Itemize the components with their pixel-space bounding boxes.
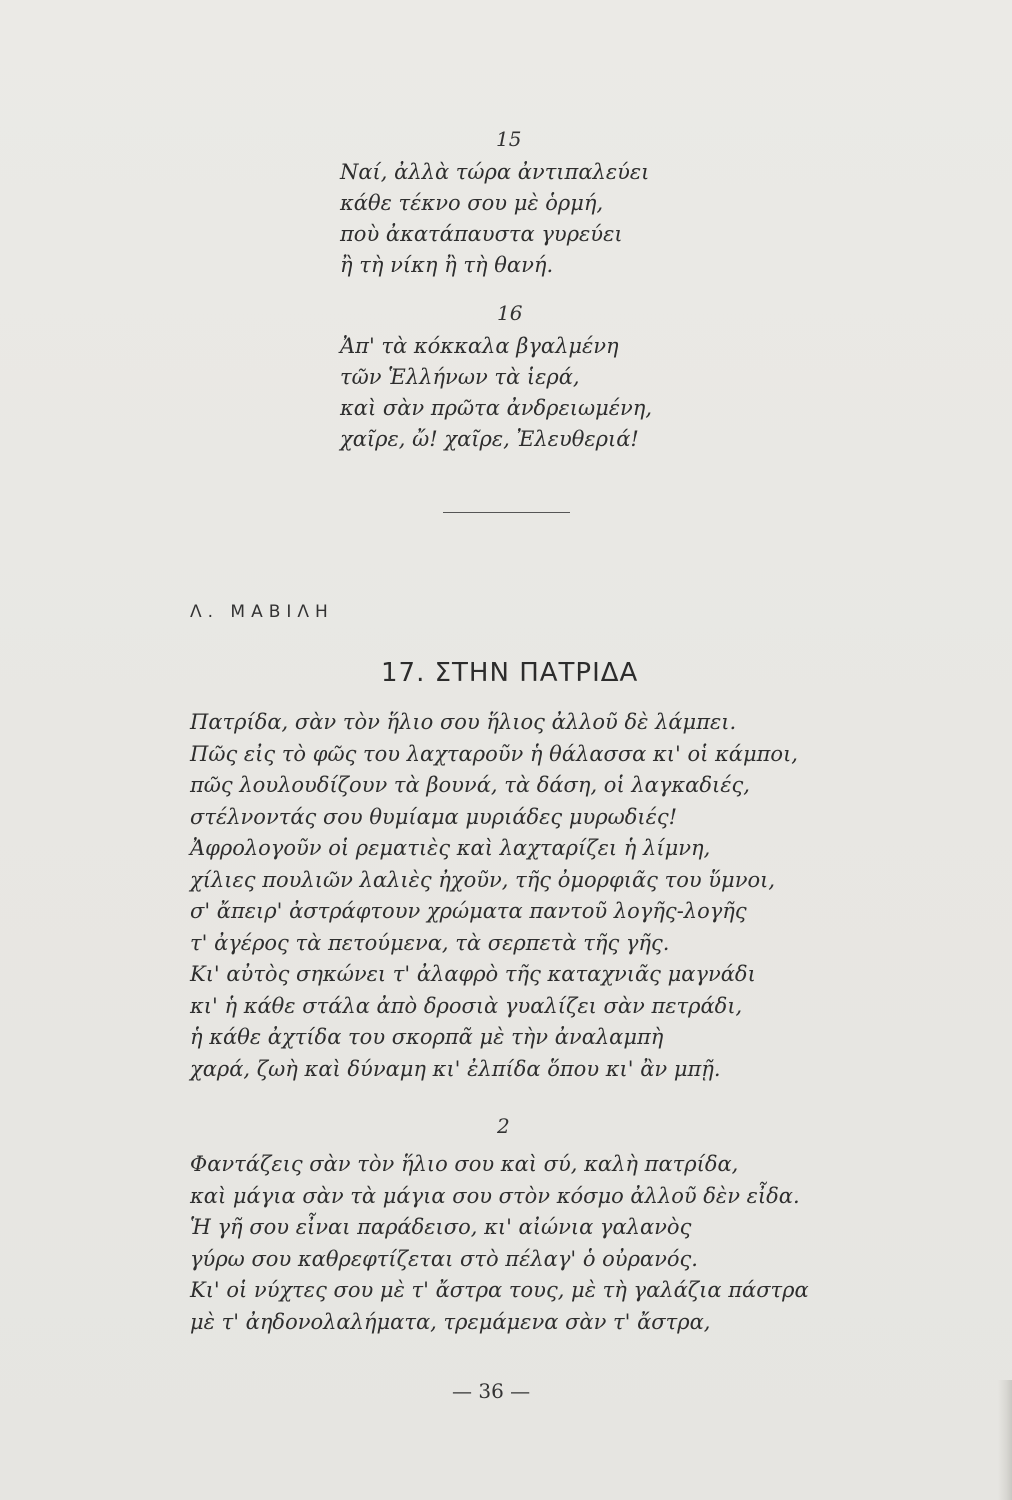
verse-line: χαῖρε, ὤ! χαῖρε, Ἐλευθεριά! xyxy=(340,427,639,451)
stanza-number-15: 15 xyxy=(496,127,522,151)
verse-line: σ' ἄπειρ' ἀστράφτουν χρώματα παντοῦ λογῆς-λογῆς xyxy=(190,899,747,923)
verse-line: κι' ἡ κάθε στάλα ἀπὸ δροσιὰ γυαλίζει σὰν πετράδι, xyxy=(190,993,743,1018)
verse-line: Ἡ γῆ σου εἶναι παράδεισο, κι' αἰώνια γαλανὸς xyxy=(190,1215,692,1239)
verse-line: τ' ἀγέρος τὰ πετούμενα, τὰ σερπετὰ τῆς γῆς. xyxy=(190,930,670,955)
verse-line: Ἀφρολογοῦν οἱ ρεματιὲς καὶ λαχταρίζει ἡ λίμνη, xyxy=(190,836,711,860)
verse-line: στέλνοντάς σου θυμίαμα μυριάδες μυρωδιές! xyxy=(190,804,678,829)
verse-line: μὲ τ' ἀηδονολαλήματα, τρεμάμενα σὰν τ' ἄστρα, xyxy=(190,1309,711,1334)
verse-line: Φαντάζεις σὰν τὸν ἥλιο σου καὶ σύ, καλὴ πατρίδα, xyxy=(190,1152,739,1176)
stanza-16 xyxy=(340,331,652,455)
verse-line: ἡ κάθε ἀχτίδα του σκορπᾶ μὲ τὴν ἀναλαμπὴ xyxy=(190,1025,664,1049)
verse-line: καὶ μάγια σὰν τὰ μάγια σου στὸν κόσμο ἀλλοῦ δὲν εἶδα. xyxy=(190,1183,800,1208)
section-divider xyxy=(443,512,570,513)
author-name: Λ. ΜΑΒΙΛΗ xyxy=(190,602,334,622)
page-edge-shadow xyxy=(998,1380,1012,1500)
verse-line: Πατρίδα, σὰν τὸν ἥλιο σου ἥλιος ἀλλοῦ δὲ λάμπει. xyxy=(190,710,737,734)
stanza-number-16: 16 xyxy=(497,301,523,325)
verse-line: ποὺ ἀκατάπαυστα γυρεύει xyxy=(340,222,623,246)
verse-line: Κι' αὐτὸς σηκώνει τ' ἀλαφρὸ τῆς καταχνιᾶς μαγνάδι xyxy=(190,962,756,986)
verse-line: κάθε τέκνο σου μὲ ὁρμή, xyxy=(340,191,604,215)
poem-stanza-2 xyxy=(190,1149,809,1338)
verse-line: ἢ τὴ νίκη ἢ τὴ θανή. xyxy=(340,253,554,277)
stanza-number-2: 2 xyxy=(497,1114,510,1138)
poem-title: 17. ΣΤΗΝ ΠΑΤΡΙΔΑ xyxy=(381,658,639,688)
verse-line: Πῶς εἰς τὸ φῶς του λαχταροῦν ἡ θάλασσα κι' οἱ κάμποι, xyxy=(190,741,798,766)
verse-line: τῶν Ἑλλήνων τὰ ἱερά, xyxy=(340,365,580,389)
verse-line: Κι' οἱ νύχτες σου μὲ τ' ἄστρα τους, μὲ τὴ γαλάζια πάστρα xyxy=(190,1278,809,1302)
verse-line: πῶς λουλουδίζουν τὰ βουνά, τὰ δάση, οἱ λαγκαδιές, xyxy=(190,773,750,797)
page-number: — 36 — xyxy=(452,1379,531,1403)
verse-line: γύρω σου καθρεφτίζεται στὸ πέλαγ' ὁ οὐρανός. xyxy=(190,1246,698,1271)
verse-line: χαρά, ζωὴ καὶ δύναμη κι' ἐλπίδα ὅπου κι' ἂν μπῇ. xyxy=(190,1056,721,1081)
poem-stanza-1 xyxy=(190,707,798,1085)
verse-line: καὶ σὰν πρῶτα ἀνδρειωμένη, xyxy=(340,396,653,420)
verse-line: χίλιες πουλιῶν λαλιὲς ἠχοῦν, τῆς ὀμορφιᾶς του ὕμνοι, xyxy=(190,867,776,892)
verse-line: Ναί, ἀλλὰ τώρα ἀντιπαλεύει xyxy=(340,160,650,184)
verse-line: Ἀπ' τὰ κόκκαλα βγαλμένη xyxy=(340,334,619,358)
stanza-15 xyxy=(340,157,649,281)
